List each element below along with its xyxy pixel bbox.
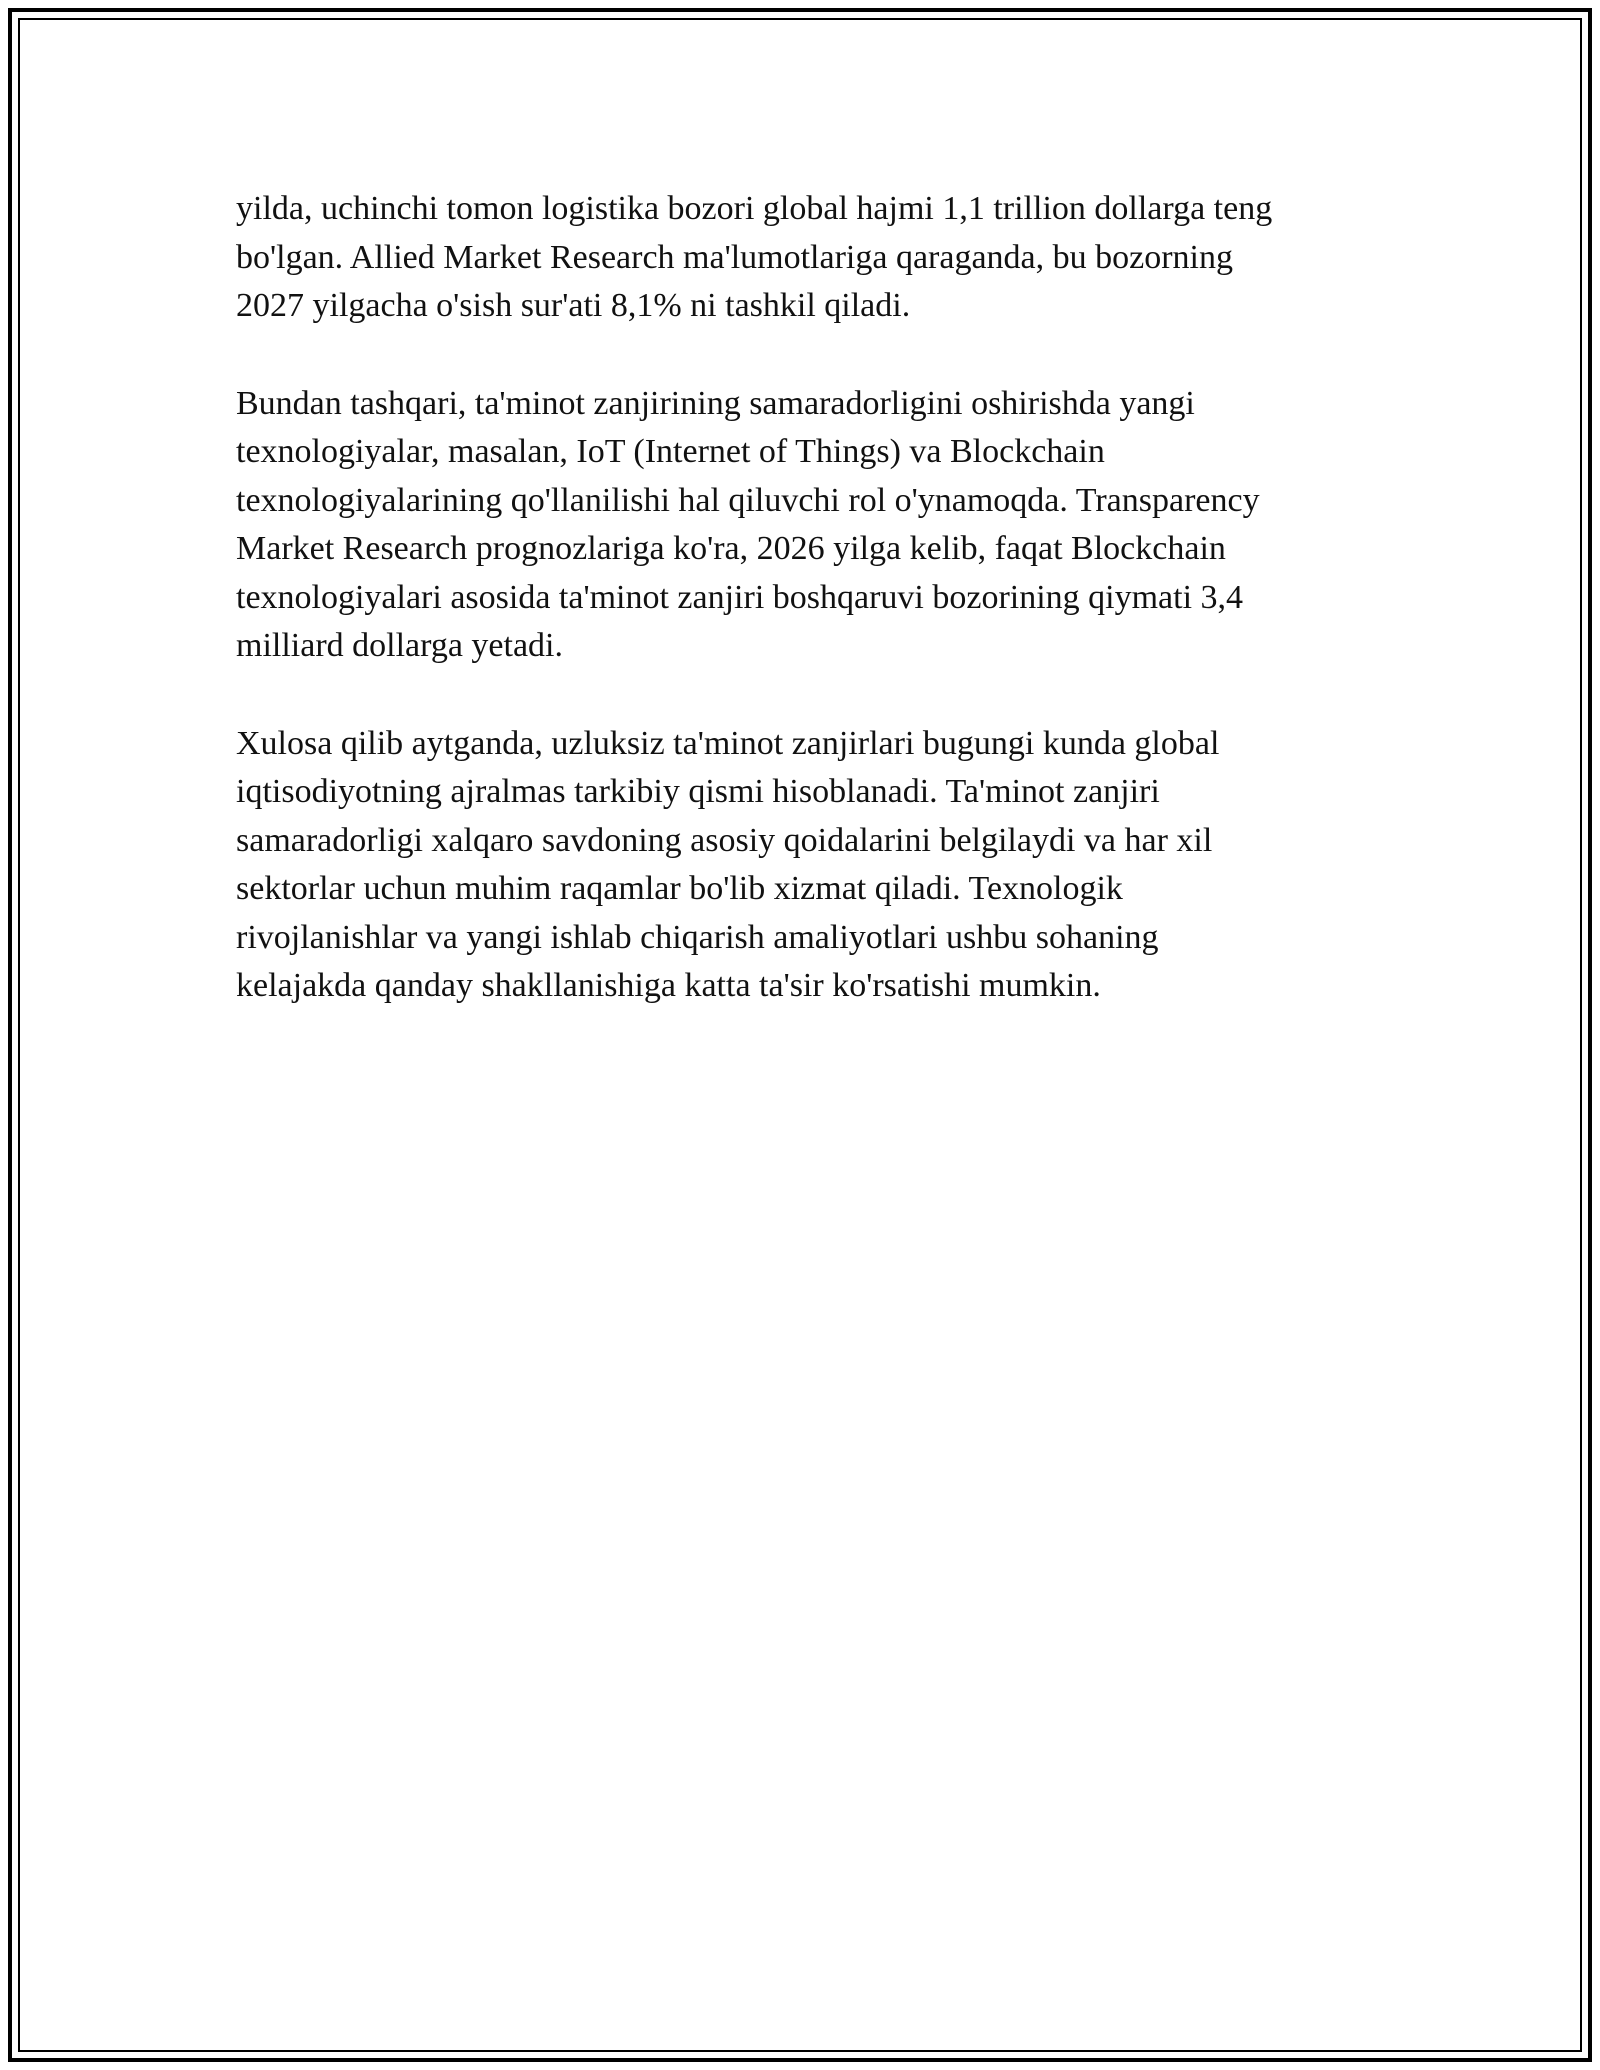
text-line: yilda, uchinchi tomon logistika bozori global hajmi 1,1 trillion dollarga teng xyxy=(236,190,1273,227)
paragraph-conclusion xyxy=(236,720,1366,1011)
document-body xyxy=(236,185,1366,1060)
text-line: kelajakda qanday shakllanishiga katta ta'sir ko'rsatishi mumkin. xyxy=(236,967,1101,1004)
text-line: iqtisodiyotning ajralmas tarkibiy qismi hisoblanadi. Ta'minot zanjiri xyxy=(236,773,1160,810)
text-line: 2027 yilgacha o'sish sur'ati 8,1% ni tashkil qiladi. xyxy=(236,287,911,324)
paragraph-market-size xyxy=(236,185,1366,331)
text-line: Xulosa qilib aytganda, uzluksiz ta'minot zanjirlari bugungi kunda global xyxy=(236,724,1220,762)
text-line: Market Research prognozlariga ko'ra, 2026 yilga kelib, faqat Blockchain xyxy=(236,530,1226,567)
text-line: rivojlanishlar va yangi ishlab chiqarish amaliyotlari ushbu sohaning xyxy=(236,918,1159,956)
text-line: milliard dollarga yetadi. xyxy=(236,627,564,664)
text-line: texnologiyalar, masalan, IoT (Internet of Things) va Blockchain xyxy=(236,433,1105,470)
text-line: texnologiyalarining qo'llanilishi hal qiluvchi rol o'ynamoqda. Transparency xyxy=(236,481,1260,519)
text-line: texnologiyalari asosida ta'minot zanjiri boshqaruvi bozorining qiymati 3,4 xyxy=(236,578,1244,616)
paragraph-technologies xyxy=(236,380,1366,671)
text-line: Bundan tashqari, ta'minot zanjirining samaradorligini oshirishda yangi xyxy=(236,384,1195,422)
text-line: sektorlar uchun muhim raqamlar bo'lib xizmat qiladi. Texnologik xyxy=(236,870,1123,907)
text-line: bo'lgan. Allied Market Research ma'lumotlariga qaraganda, bu bozorning xyxy=(236,238,1233,276)
text-line: samaradorligi xalqaro savdoning asosiy qoidalarini belgilaydi va har xil xyxy=(236,821,1213,859)
